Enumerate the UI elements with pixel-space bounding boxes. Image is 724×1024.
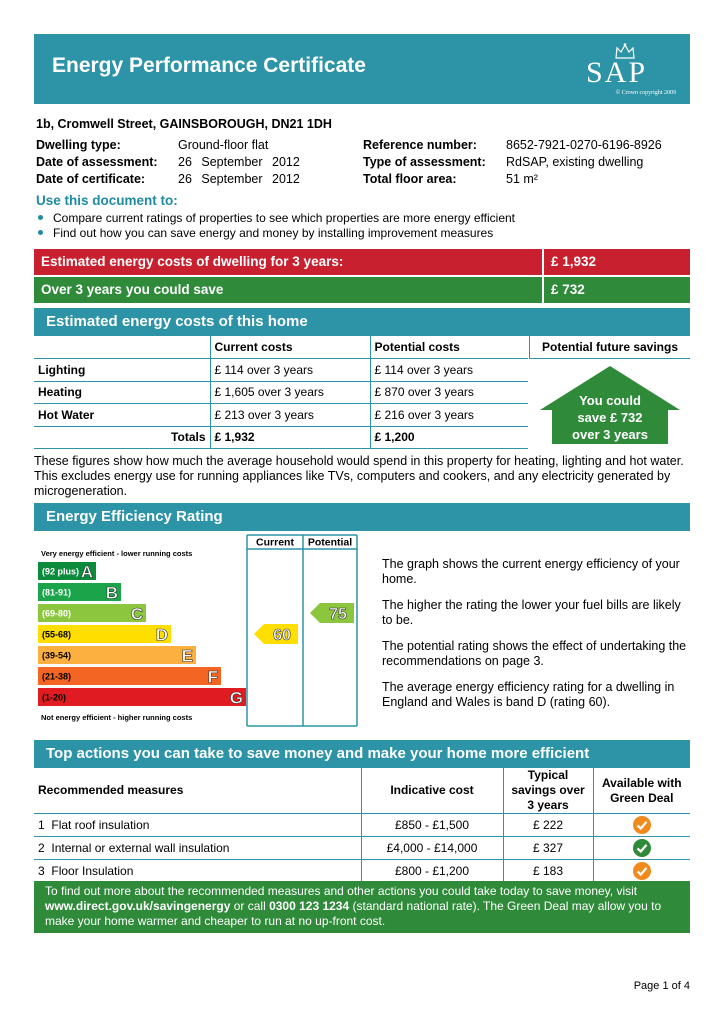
rating-explanation-2: The higher the rating the lower your fuel bills are likely to be. <box>382 598 681 627</box>
potential-cost-cell: £ 870 over 3 years <box>370 381 528 404</box>
band-range-label: (81-91) <box>42 587 72 598</box>
floor-area-value: 51 m² <box>506 172 538 186</box>
measure-number: 3 <box>38 864 45 878</box>
footer-phone: 0300 123 1234 <box>269 899 350 913</box>
band-letter: C <box>130 604 143 624</box>
sap-logo <box>576 40 676 98</box>
rating-explanation-4: The average energy efficiency rating for a dwelling in England and Wales is band D (rating 60). <box>382 680 675 709</box>
certificate-date-label: Date of certificate: <box>36 172 146 186</box>
band-range-label: (21-38) <box>42 671 72 682</box>
col-future-savings: Potential future savings <box>529 336 690 359</box>
savings-line-2: save £ 732 <box>577 410 643 425</box>
band-letter: A <box>80 562 93 582</box>
property-address: 1b, Cromwell Street, GAINSBOROUGH, DN21 1DH <box>36 117 332 131</box>
dwelling-type-label: Dwelling type: <box>36 138 121 152</box>
green-deal-cell <box>593 814 690 837</box>
savings-line-3: over 3 years <box>572 427 648 442</box>
col-green-deal: Available with Green Deal <box>593 768 690 814</box>
rating-markers <box>254 603 354 644</box>
totals-row <box>34 426 528 449</box>
sap-letters: SAP <box>586 56 648 89</box>
col-potential-costs: Potential costs <box>370 336 528 359</box>
band-range-label: (39-54) <box>42 650 72 661</box>
table-cell <box>34 336 210 359</box>
costs-section-heading: Estimated energy costs of this home <box>34 308 690 336</box>
table-row <box>34 404 528 427</box>
savings-line-1: You could <box>579 393 641 408</box>
check-icon <box>632 815 652 835</box>
certificate-date-value: 26 September 2012 <box>178 172 300 186</box>
crown-copyright: © Crown copyright 2009 <box>615 90 676 96</box>
table-row <box>34 837 690 860</box>
estimated-cost-label: Estimated energy costs of dwelling for 3 years: <box>34 249 542 275</box>
table-header-row <box>34 336 528 359</box>
check-icon <box>632 861 652 881</box>
bottom-scale-label: Not energy efficient - higher running costs <box>41 713 193 722</box>
list-item: Compare current ratings of properties to see which properties are more energy efficient <box>36 211 515 226</box>
actions-section-heading: Top actions you can take to save money and make your home more efficient <box>34 740 690 768</box>
energy-rating-chart <box>34 533 360 728</box>
list-item: Find out how you can save energy and money by installing improvement measures <box>36 226 515 241</box>
band-range-label: (55-68) <box>42 629 72 640</box>
savings-cell: £ 327 <box>503 837 593 860</box>
assessment-type-value: RdSAP, existing dwelling <box>506 155 644 169</box>
actions-table <box>34 768 690 883</box>
measure-number: 2 <box>38 841 45 855</box>
page-title: Energy Performance Certificate <box>52 54 366 77</box>
savings-cell: £ 183 <box>503 860 593 883</box>
cost-cell: £800 - £1,200 <box>361 860 503 883</box>
band-letter: D <box>155 625 168 645</box>
col-typical-savings: Typical savings over 3 years <box>503 768 593 814</box>
table-row <box>34 860 690 883</box>
estimated-cost-value: £ 1,932 <box>544 249 690 275</box>
footer-text-1: To find out more about the recommended measures and other actions you could take today to save money, visit <box>45 884 638 898</box>
measure-name: Flat roof insulation <box>51 818 150 832</box>
current-cost-cell: £ 213 over 3 years <box>210 404 370 427</box>
measure-cell <box>34 837 361 860</box>
band-range-label: (1-20) <box>42 692 67 703</box>
top-scale-label: Very energy efficient - lower running costs <box>41 549 193 558</box>
footer-text-3: (standard national rate). The Green Deal may allow you to make your home warmer and cheaper to run at no up-front cost. <box>45 899 662 928</box>
potential-cost-cell: £ 114 over 3 years <box>370 359 528 382</box>
measure-cell <box>34 814 361 837</box>
assessment-date-label: Date of assessment: <box>36 155 158 169</box>
footer-info-box <box>34 881 690 933</box>
reference-label: Reference number: <box>363 138 477 152</box>
band-range-label: (69-80) <box>42 608 72 619</box>
savings-callout <box>548 392 672 443</box>
table-row <box>34 814 690 837</box>
table-row <box>34 359 528 382</box>
check-icon <box>632 838 652 858</box>
measure-number: 1 <box>38 818 45 832</box>
col-potential: Potential <box>307 536 353 549</box>
total-current-cell: £ 1,932 <box>210 426 370 449</box>
total-potential-cell: £ 1,200 <box>370 426 528 449</box>
header-band <box>34 34 690 104</box>
green-deal-cell <box>593 860 690 883</box>
savings-value: £ 732 <box>544 277 690 303</box>
potential-cost-cell: £ 216 over 3 years <box>370 404 528 427</box>
use-document-title: Use this document to: <box>36 193 178 208</box>
col-measures: Recommended measures <box>34 768 361 814</box>
row-label: Hot Water <box>34 404 210 427</box>
current-cost-cell: £ 1,605 over 3 years <box>210 381 370 404</box>
dwelling-type-value: Ground-floor flat <box>178 138 269 152</box>
assessment-type-label: Type of assessment: <box>363 155 486 169</box>
floor-area-label: Total floor area: <box>363 172 457 186</box>
current-rating-value: 60 <box>273 627 291 644</box>
cost-cell: £850 - £1,500 <box>361 814 503 837</box>
band-range-label: (92 plus) <box>42 566 80 577</box>
row-label: Lighting <box>34 359 210 382</box>
green-deal-cell <box>593 837 690 860</box>
savings-label: Over 3 years you could save <box>34 277 542 303</box>
rating-explanation-3: The potential rating shows the effect of undertaking the recommendations on page 3. <box>382 639 687 668</box>
measure-name: Internal or external wall insulation <box>51 841 230 855</box>
potential-rating-value: 75 <box>329 606 347 623</box>
band-letter: F <box>207 667 218 687</box>
footer-link[interactable]: www.direct.gov.uk/savingenergy <box>45 899 231 913</box>
measure-cell <box>34 860 361 883</box>
band-bar-g <box>38 688 246 706</box>
band-letter: B <box>105 583 118 603</box>
measure-name: Floor Insulation <box>51 864 134 878</box>
cost-cell: £4,000 - £14,000 <box>361 837 503 860</box>
rating-bands <box>38 562 246 708</box>
col-current: Current <box>256 536 294 549</box>
totals-label: Totals <box>34 426 210 449</box>
use-document-list <box>36 211 515 241</box>
page-number: Page 1 of 4 <box>633 980 690 992</box>
costs-table <box>34 336 528 449</box>
band-letter: G <box>229 688 243 708</box>
rating-explanation-1: The graph shows the current energy efficiency of your home. <box>382 557 680 586</box>
band-letter: E <box>181 646 193 666</box>
table-header-row <box>34 768 690 814</box>
table-row <box>34 381 528 404</box>
savings-bar <box>34 277 690 303</box>
col-current-costs: Current costs <box>210 336 370 359</box>
row-label: Heating <box>34 381 210 404</box>
savings-cell: £ 222 <box>503 814 593 837</box>
costs-note: These figures show how much the average household would spend in this property for heating, lighting and hot water. This excludes energy use for running appliances like TVs, computers and cookers, and any electricity generated by microgeneration. <box>34 454 684 498</box>
col-indicative-cost: Indicative cost <box>361 768 503 814</box>
estimated-cost-bar <box>34 249 690 275</box>
rating-section-heading: Energy Efficiency Rating <box>34 503 690 531</box>
footer-text-2: or call <box>230 899 270 913</box>
assessment-date-value: 26 September 2012 <box>178 155 300 169</box>
reference-value: 8652-7921-0270-6196-8926 <box>506 138 662 152</box>
current-cost-cell: £ 114 over 3 years <box>210 359 370 382</box>
